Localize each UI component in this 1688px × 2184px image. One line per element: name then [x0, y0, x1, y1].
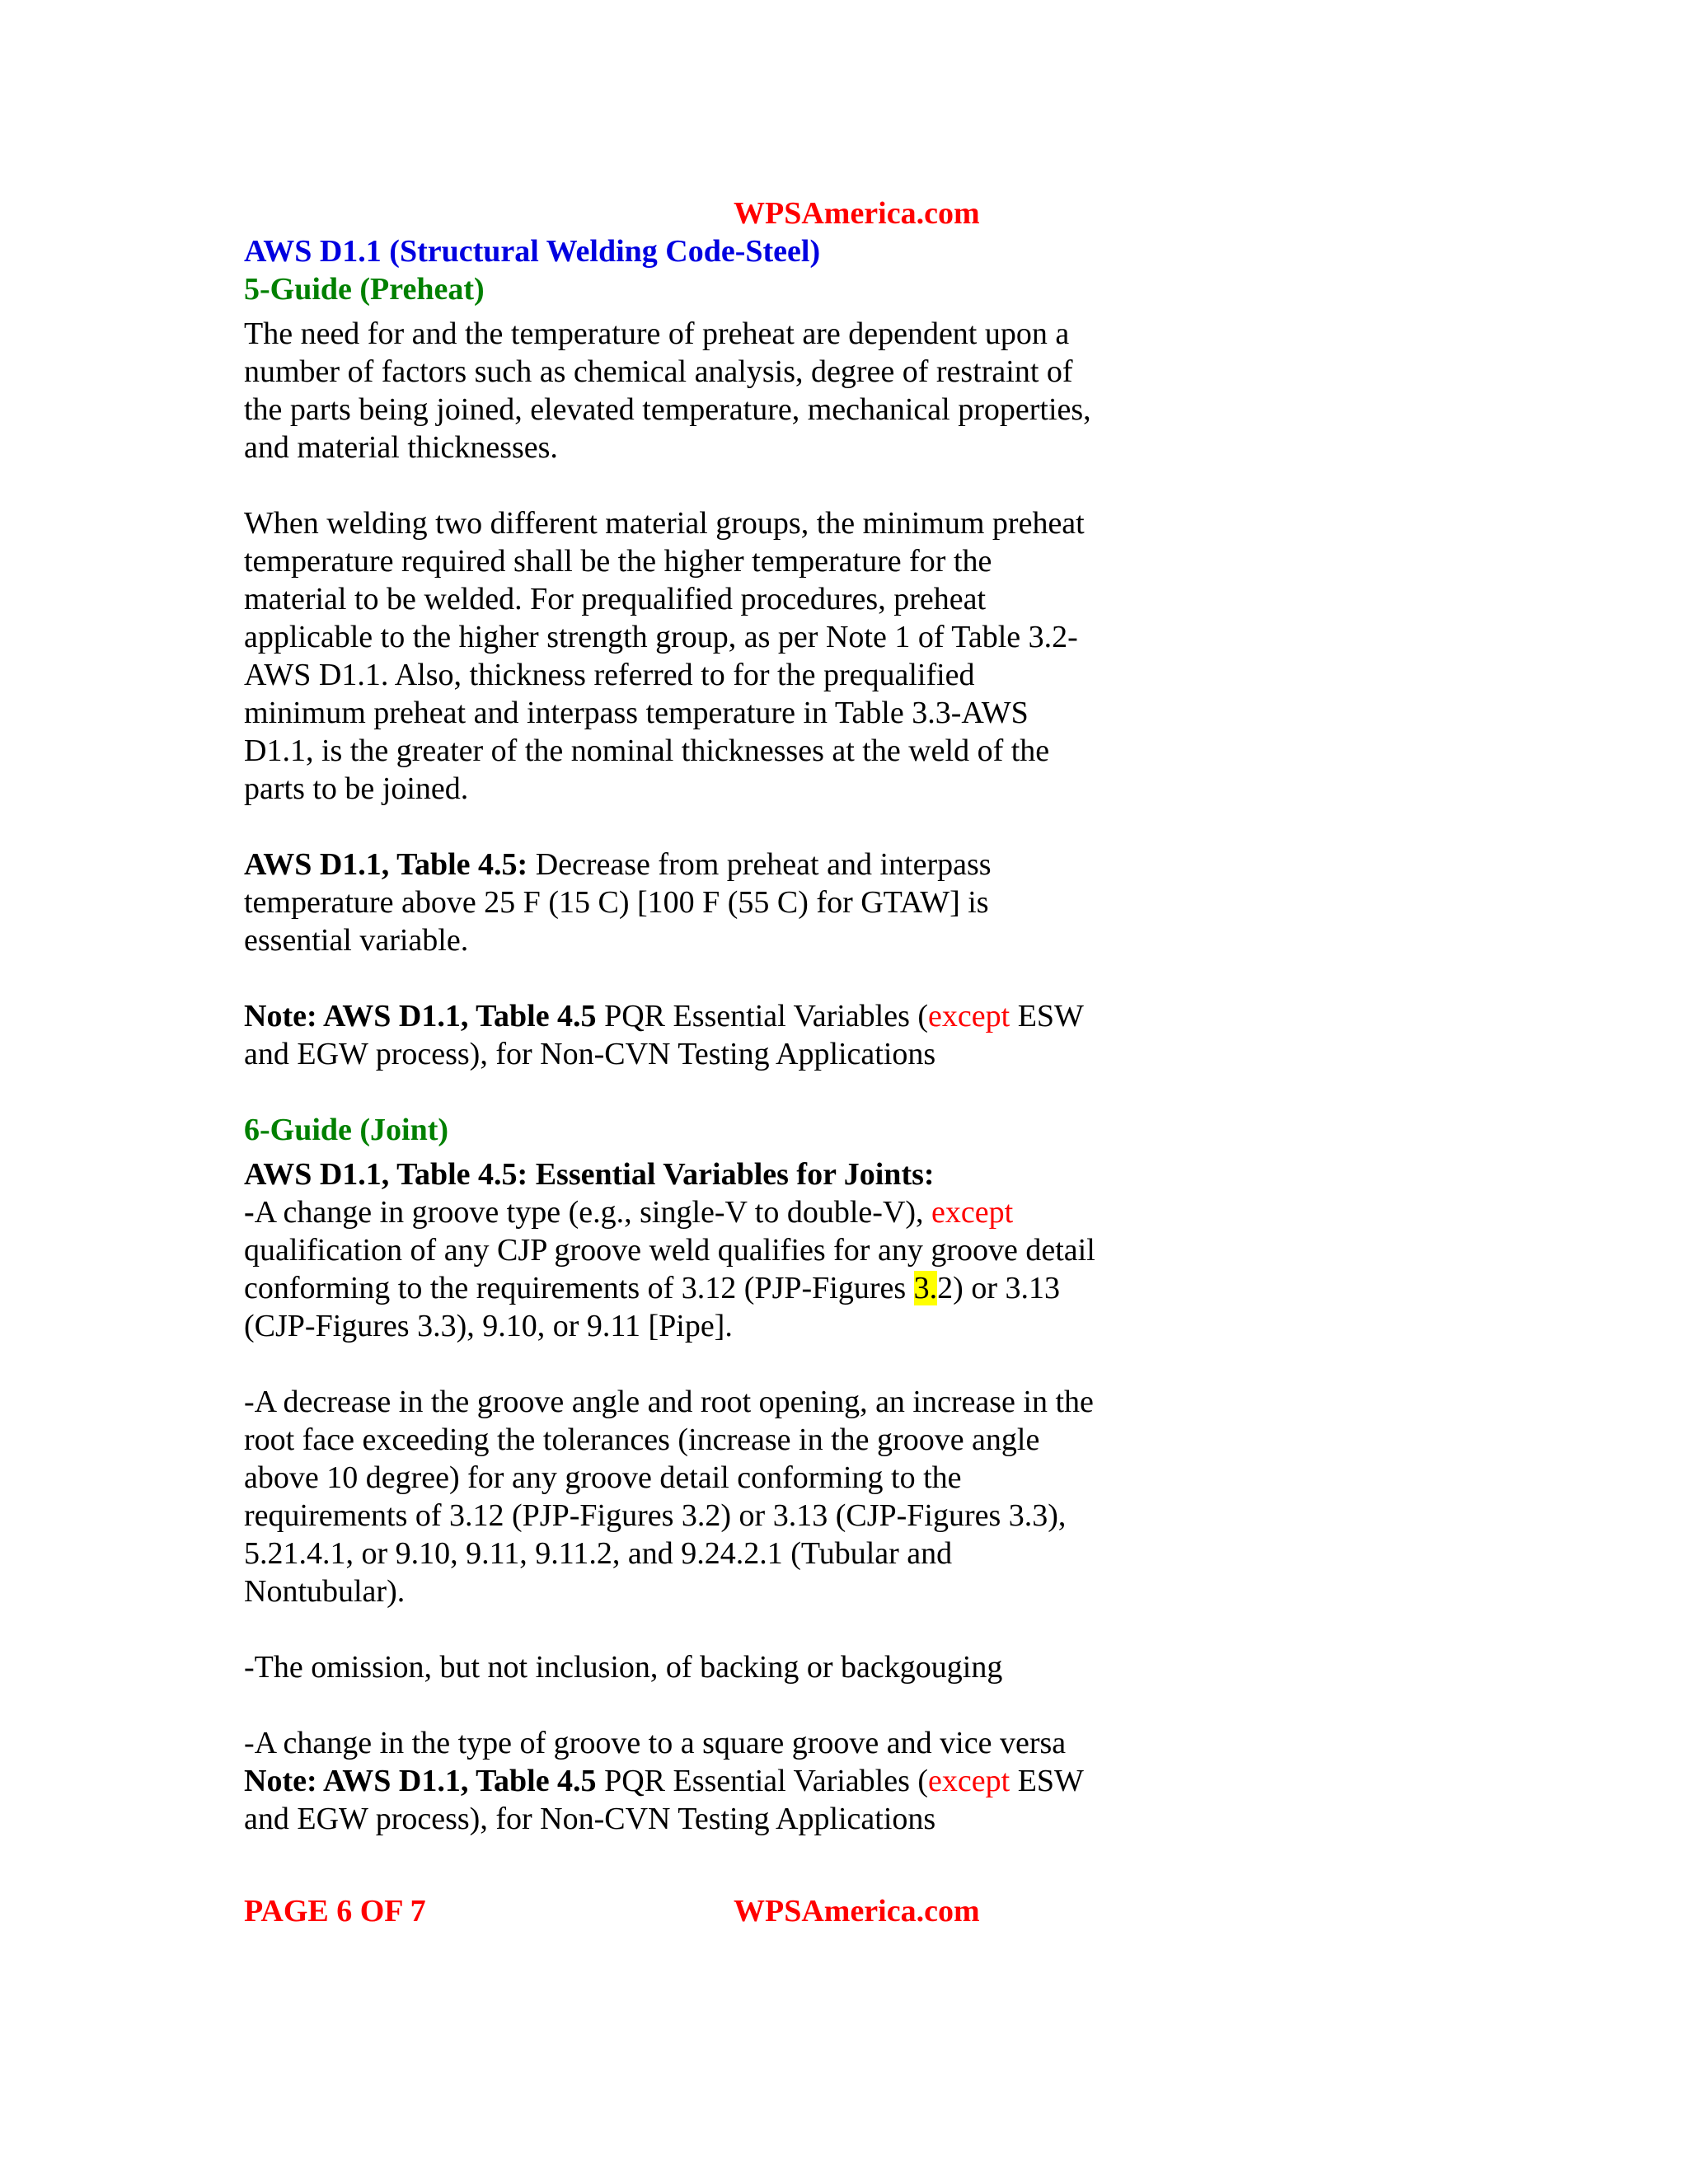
- page-number: PAGE 6 OF 7: [244, 1894, 426, 1929]
- note-text-continued: ESW and EGW process), for Non-CVN Testing Applications: [244, 999, 1084, 1071]
- item-dash: -: [244, 1195, 255, 1230]
- section-5-paragraph-2: When welding two different material groups, the minimum preheat temperature required shall be the higher temperature for the material to be welded. For prequalified procedures, preheat applicable to the higher strength group, as per Note 1 of Table 3.2-AWS D1.1. Also, thickness referred to for the prequalified minimum preheat and interpass temperature in Table 3.3-AWS D1.1, is the greater of the nominal thicknesses at the weld of the parts to be joined.: [244, 506, 1085, 806]
- section-6-item-2: -A decrease in the groove angle and root opening, an increase in the root face exceeding the tolerances (increase in the groove angle above 10 degree) for any groove detail conforming to the requirements of 3.12 (PJP-Figures 3.2) or 3.13 (CJP-Figures 3.3), 5.21.4.1, or 9.10, 9.11, 9.11.2, and 9.24.2.1 (Tubular and Nontubular).: [244, 1385, 1094, 1609]
- note-text: PQR Essential Variables (: [596, 1764, 929, 1798]
- item-text-continued: qualification of any CJP groove weld qualifies for any groove detail conforming to the requirements of 3.12 (PJP-Figures: [244, 1233, 1095, 1305]
- note-except: except: [928, 999, 1010, 1033]
- paragraph-text: Decrease from preheat and interpass temperature above 25 F (15 C) [100 F (55 C) for GTAW] is essential variable.: [244, 847, 992, 958]
- item-except: except: [931, 1195, 1014, 1230]
- section-6-item-3: -The omission, but not inclusion, of backing or backgouging: [244, 1650, 1003, 1685]
- item-text-end: 2) or 3.13 (CJP-Figures 3.3), 9.10, or 9.11 [Pipe].: [244, 1271, 1060, 1343]
- note-except: except: [928, 1764, 1010, 1798]
- section-6-note: [244, 1762, 1101, 1838]
- note-label: Note: AWS D1.1, Table 4.5: [244, 999, 597, 1033]
- note-text: PQR Essential Variables (: [596, 999, 929, 1033]
- section-5-note: [244, 997, 1101, 1073]
- section-6-item-4: -A change in the type of groove to a square groove and vice versa: [244, 1726, 1067, 1760]
- section-5-paragraph-3: [244, 846, 1101, 959]
- item-text: A change in groove type (e.g., single-V to double-V),: [254, 1195, 932, 1230]
- section-6-title: 6-Guide (Joint): [244, 1113, 449, 1147]
- code-title: AWS D1.1 (Structural Welding Code-Steel): [244, 234, 821, 269]
- section-6-item-1: [244, 1193, 1101, 1345]
- section-5-paragraph-1: The need for and the temperature of preheat are dependent upon a number of factors such as chemical analysis, degree of restraint of the parts being joined, elevated temperature, mechanical properties, and material thicknesses.: [244, 316, 1091, 465]
- header-site-name: WPSAmerica.com: [734, 196, 980, 231]
- section-6-subtitle: AWS D1.1, Table 4.5: Essential Variables for Joints:: [244, 1157, 935, 1192]
- page-content: [244, 194, 1101, 1838]
- table-reference: AWS D1.1, Table 4.5:: [244, 847, 528, 882]
- footer-site-name: WPSAmerica.com: [734, 1894, 980, 1929]
- note-label: Note: AWS D1.1, Table 4.5: [244, 1764, 597, 1798]
- note-text-continued: ESW and EGW process), for Non-CVN Testing Applications: [244, 1764, 1084, 1836]
- section-5-title: 5-Guide (Preheat): [244, 272, 485, 307]
- highlighted-text: 3.: [913, 1271, 938, 1305]
